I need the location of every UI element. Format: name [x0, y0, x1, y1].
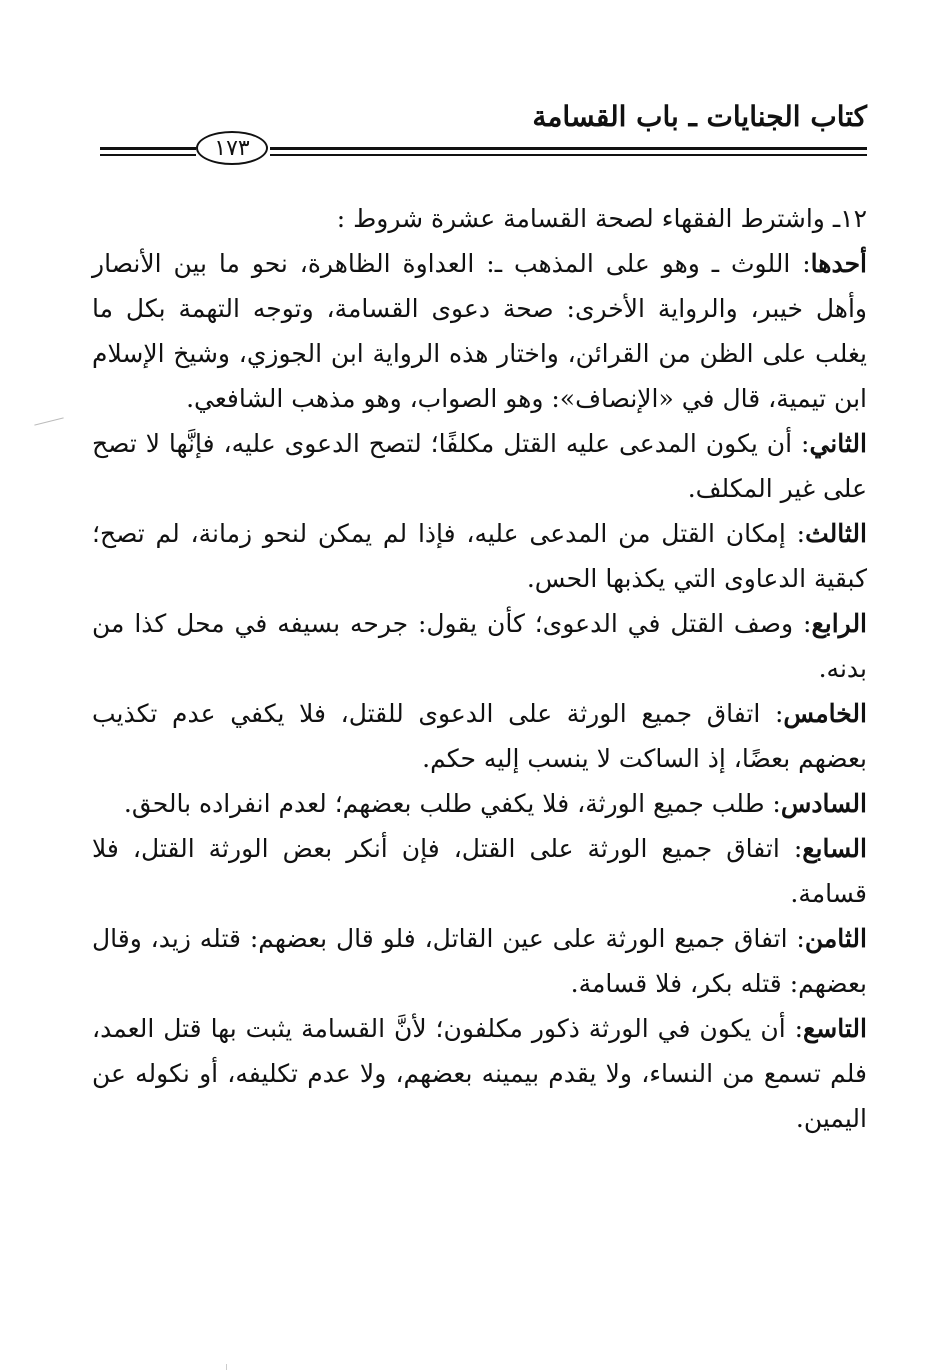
- condition-label: التاسع: [803, 1014, 867, 1043]
- condition-separator: :: [785, 519, 806, 548]
- condition-label: الثامن: [804, 924, 867, 953]
- section-intro: ١٢ـ واشترط الفقهاء لصحة القسامة عشرة شروط :: [336, 204, 867, 233]
- condition-paragraph: [92, 781, 867, 826]
- condition-paragraph: [92, 421, 867, 511]
- condition-label: الثالث: [805, 519, 867, 548]
- condition-text: اتفاق جميع الورثة على عين القاتل، فلو قال بعضهم: قتله زيد، وقال بعضهم: قتله بكر، فلا قسامة.: [92, 924, 867, 998]
- condition-label: السادس: [780, 789, 867, 818]
- condition-separator: :: [779, 834, 803, 863]
- condition-label: الثاني: [809, 429, 867, 458]
- condition-text: طلب جميع الورثة، فلا يكفي طلب بعضهم؛ لعدم انفراده بالحق.: [123, 789, 765, 818]
- scan-mark: [226, 1364, 228, 1370]
- condition-label: أحدها: [810, 249, 867, 278]
- condition-text: اتفاق جميع الورثة على القتل، فإن أنكر بعض الورثة القتل، فلا قسامة.: [92, 834, 867, 908]
- condition-paragraph: [92, 916, 867, 1006]
- condition-paragraph: [92, 511, 867, 601]
- condition-text: أن يكون المدعى عليه القتل مكلفًا؛ لتصح الدعوى عليه، فإنَّها لا تصح على غير المكلف.: [92, 429, 867, 503]
- condition-label: الرابع: [811, 609, 868, 638]
- header-rule-left: [100, 147, 196, 150]
- header-rule-left-thin: [100, 154, 196, 156]
- condition-separator: :: [793, 609, 812, 638]
- page-number: ١٧٣: [196, 131, 268, 165]
- condition-paragraph: [92, 241, 867, 421]
- condition-separator: :: [785, 1014, 803, 1043]
- condition-paragraph: [92, 1006, 867, 1141]
- condition-separator: :: [764, 789, 781, 818]
- scan-mark: [34, 417, 63, 425]
- condition-paragraph: [92, 826, 867, 916]
- condition-text: اتفاق جميع الورثة على الدعوى للقتل، فلا يكفي عدم تكذيب بعضهم بعضًا، إذ الساكت لا ينسب إليه حكم.: [92, 699, 867, 773]
- condition-paragraph: [92, 601, 867, 691]
- condition-separator: :: [790, 249, 811, 278]
- condition-label: السابع: [802, 834, 867, 863]
- condition-label: الخامس: [783, 699, 867, 728]
- condition-paragraph: [92, 691, 867, 781]
- condition-separator: :: [787, 924, 805, 953]
- condition-text: وصف القتل في الدعوى؛ كأن يقول: جرحه بسيفه في محل كذا من بدنه.: [92, 609, 867, 683]
- condition-separator: :: [792, 429, 810, 458]
- condition-text: إمكان القتل من المدعى عليه، فإذا لم يمكن لنحو زمانة، لم تصح؛ كبقية الدعاوى التي يكذبها الحس.: [92, 519, 867, 593]
- running-header-title: كتاب الجنايات ـ باب القسامة: [532, 100, 867, 133]
- header-rule-right: [270, 147, 867, 150]
- condition-text: أن يكون في الورثة ذكور مكلفون؛ لأنَّ القسامة يثبت بها قتل العمد، فلم تسمع من النساء، ولا يقدم بيمينه بعضهم، ولا عدم تكليفه، أو نكوله عن اليمين.: [92, 1014, 868, 1133]
- header-rule-right-thin: [270, 154, 867, 156]
- condition-separator: :: [760, 699, 784, 728]
- condition-text: اللوث ـ وهو على المذهب ـ: العداوة الظاهرة، نحو ما بين الأنصار وأهل خيبر، والرواية الأخرى: صحة دعوى القسامة، وتوجه التهمة بكل ما يغلب على الظن من القرائن، واختار هذه الرواية ابن الجوزي، وشيخ الإسلام ابن تيمية، قال في «الإنصاف»: وهو الصواب، وهو مذهب الشافعي.: [92, 249, 867, 413]
- page-body: [92, 196, 867, 1141]
